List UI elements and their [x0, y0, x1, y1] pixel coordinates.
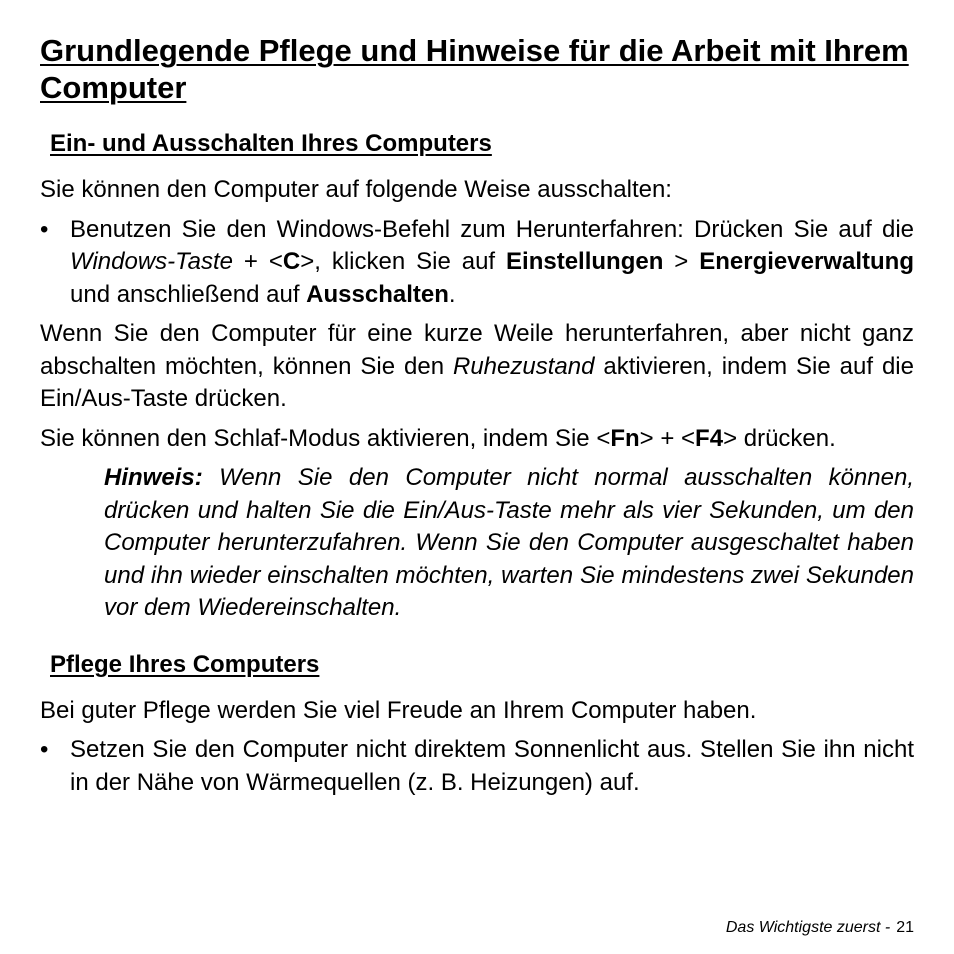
sleep-mode-paragraph [40, 423, 914, 456]
text-run: Wenn Sie den Computer für eine kurze Weile herunterfahren, aber nicht ganz abschalten möchten, können Sie den [40, 320, 914, 380]
power-bullet-list [40, 214, 914, 312]
key-fn-text: Fn [610, 424, 640, 452]
page-title: Grundlegende Pflege und Hinweise für die Arbeit mit Ihrem Computer [40, 33, 909, 105]
document-page [40, 32, 914, 799]
section-heading-care: Pflege Ihres Computers [50, 650, 320, 678]
text-run: Benutzen Sie den Windows-Befehl zum Herunterfahren: Drücken Sie auf die [70, 215, 914, 243]
care-intro-paragraph: Bei guter Pflege werden Sie viel Freude an Ihrem Computer haben. [40, 696, 757, 724]
key-c-text: C [282, 248, 301, 275]
note-label: Hinweis: [104, 464, 203, 491]
note-paragraph [104, 462, 914, 625]
power-management-text: Energieverwaltung [699, 248, 914, 275]
page-number: 21 [896, 919, 914, 936]
sleep-paragraph [40, 318, 914, 416]
settings-text: Einstellungen [506, 248, 664, 275]
windows-key-text: Windows-Taste [70, 248, 233, 275]
text-run: . [448, 280, 456, 308]
care-bullet-list [40, 734, 914, 799]
text-run: > drücken. [723, 424, 836, 452]
key-f4-text: F4 [695, 424, 724, 452]
bullet-marker: • [40, 215, 49, 243]
shutdown-text: Ausschalten [306, 280, 449, 308]
text-run: + < [232, 248, 283, 275]
page-footer [726, 918, 914, 938]
sleep-state-text: Ruhezustand [453, 352, 595, 380]
bullet-marker: • [40, 736, 49, 763]
text-run: Sie können den Schlaf-Modus aktivieren, indem Sie < [40, 424, 611, 452]
list-item [40, 734, 914, 799]
list-item [40, 214, 914, 312]
text-run: und anschließend auf [70, 280, 307, 308]
text-run: Setzen Sie den Computer nicht direktem Sonnenlicht aus. Stellen Sie ihn nicht in der Nähe von Wärmequellen (z. B. Heizungen) auf. [70, 736, 914, 796]
power-intro-paragraph: Sie können den Computer auf folgende Weise ausschalten: [40, 176, 672, 203]
text-run: >, klicken Sie auf [300, 248, 507, 275]
text-run: > + < [639, 424, 696, 452]
footer-chapter: Das Wichtigste zuerst - [725, 919, 891, 936]
section-heading-power: Ein- und Ausschalten Ihres Computers [50, 130, 492, 157]
text-run: aktivieren, indem Sie auf die Ein/Aus-Taste drücken. [40, 352, 914, 412]
note-text: Wenn Sie den Computer nicht normal ausschalten können, drücken und halten Sie die Ein/Aus-Taste mehr als vier Sekunden, um den Computer herunterzufahren. Wenn Sie den Computer ausgeschaltet haben und ihn wieder einschalten möchten, warten Sie mindestens zwei Sekunden vor dem Wiedereinschalten. [104, 464, 914, 621]
text-run: > [663, 248, 700, 275]
